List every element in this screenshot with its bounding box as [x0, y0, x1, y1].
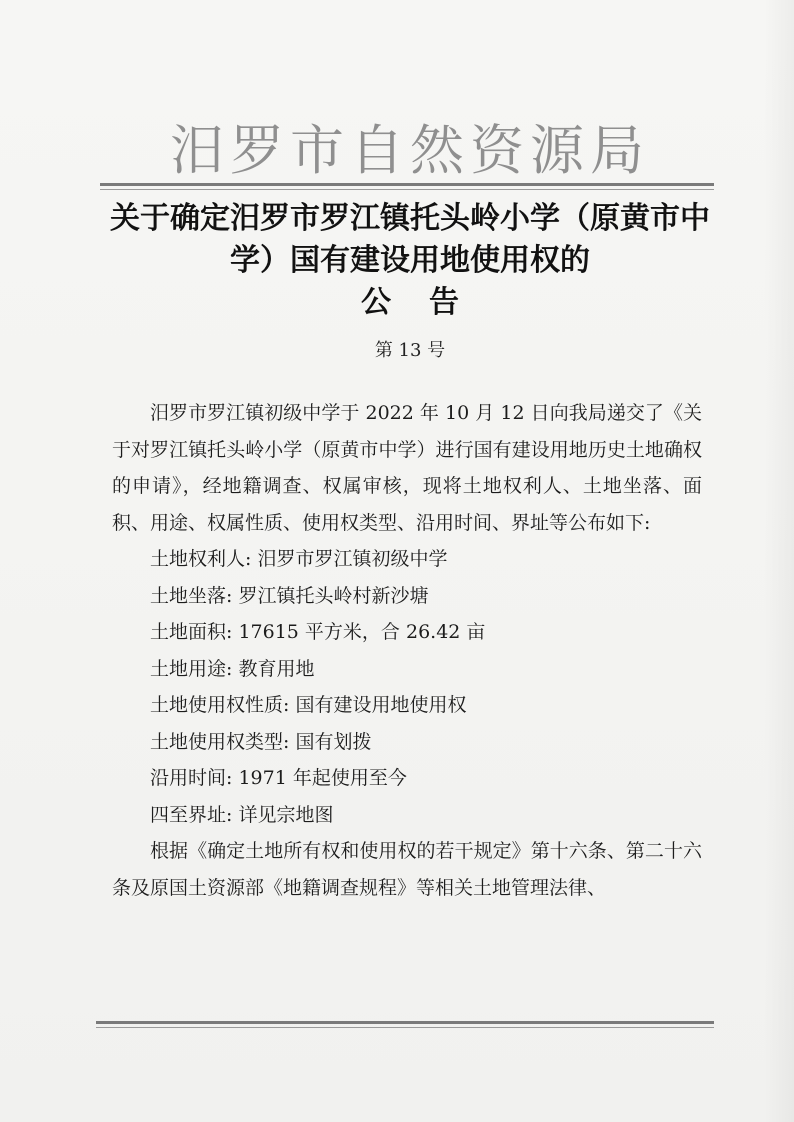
footer-rule-thin [96, 1027, 714, 1028]
field-label: 土地面积: [150, 621, 233, 643]
title-line-3: 公告 [361, 285, 497, 320]
intro-paragraph: 汨罗市罗江镇初级中学于 2022 年 10 月 12 日向我局递交了《关于对罗江镇托头岭小学（原黄市中学）进行国有建设用地历史土地确权的申请》，经地籍调查、权属审核，现将土地权利人、土地坐落、面积、用途、权属性质、使用权类型、沿用时间、界址等公布如下: [112, 402, 702, 534]
notice-title [100, 198, 720, 324]
field-label: 土地权利人: [150, 548, 252, 570]
title-line-2: 学）国有建设用地使用权的 [230, 243, 590, 278]
field-land-location [112, 578, 702, 615]
header-rule [100, 183, 714, 186]
notice-body [112, 395, 702, 906]
field-land-area [112, 614, 702, 651]
field-usage-period [112, 760, 702, 797]
field-value: 详见宗地图 [238, 803, 334, 826]
title-line-1: 关于确定汨罗市罗江镇托头岭小学（原黄市中 [110, 201, 710, 236]
field-label: 沿用时间: [150, 767, 233, 789]
field-label: 土地坐落: [150, 584, 233, 607]
field-value: 教育用地 [238, 657, 315, 680]
basis-paragraph: 根据《确定土地所有权和使用权的若干规定》第十六条、第二十六条及原国土资源部《地籍调查规程》等相关土地管理法律、 [112, 840, 702, 899]
field-value: 1971 年起使用至今 [238, 767, 407, 789]
footer-rule [96, 1021, 714, 1024]
field-land-owner [112, 541, 702, 578]
field-right-nature [112, 687, 702, 724]
issuer-header: 汨罗市自然资源局 [170, 119, 650, 182]
field-label: 土地使用权性质: [150, 694, 290, 716]
field-right-type [112, 724, 702, 761]
field-land-use [112, 651, 702, 688]
field-value: 国有建设用地使用权 [295, 694, 467, 716]
header-rule-thin [100, 189, 714, 190]
field-value: 国有划拨 [295, 730, 372, 753]
field-value: 罗江镇托头岭村新沙塘 [238, 584, 429, 607]
field-label: 土地使用权类型: [150, 730, 290, 753]
document-number: 第 13 号 [374, 340, 446, 361]
field-value: 汨罗市罗江镇初级中学 [257, 548, 448, 570]
field-label: 四至界址: [150, 803, 233, 826]
field-boundaries [112, 797, 702, 834]
field-label: 土地用途: [150, 657, 233, 680]
scan-edge-shadow [764, 0, 794, 1122]
field-value: 17615 平方米，合 26.42 亩 [238, 621, 486, 643]
